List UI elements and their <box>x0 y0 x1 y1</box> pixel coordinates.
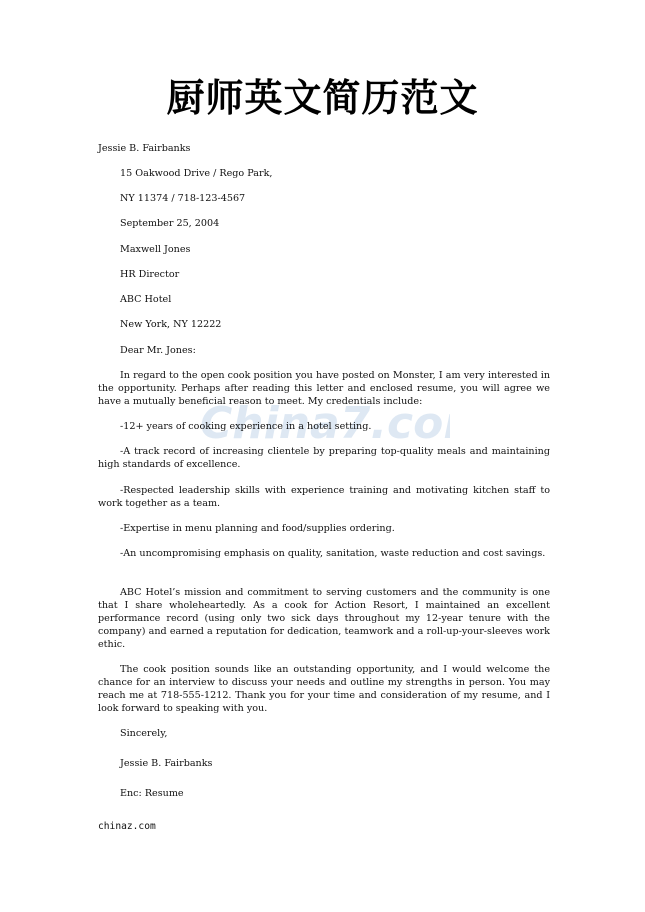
closing-paragraph: The cook position sounds like an outstanding opportunity, and I would welcome the chance for an interview to discuss your needs and outline my strengths in person. You may reach me at 718-555-1212. Thank you for your time and consideration of my resume, and I look forward to speaking with you. <box>98 664 550 714</box>
document-title: 厨师英文简历范文 <box>166 76 479 120</box>
company-location: New York, NY 12222 <box>120 319 222 330</box>
signature-name: Jessie B. Fairbanks <box>120 758 213 769</box>
intro-paragraph: In regard to the open cook position you have posted on Monster, I am very interested in the opportunity. Perhaps after reading this letter and enclosed resume, you will agree we have a mutually beneficial reason to meet. My credentials include: <box>98 370 550 407</box>
credential-item: -An uncompromising emphasis on quality, sanitation, waste reduction and cost savings. <box>120 548 546 559</box>
sender-name: Jessie B. Fairbanks <box>98 143 191 154</box>
letter-date: September 25, 2004 <box>120 218 220 229</box>
footer-source: chinaz.com <box>98 821 156 832</box>
salutation: Dear Mr. Jones: <box>120 345 196 356</box>
recipient-title: HR Director <box>120 269 180 280</box>
mission-paragraph: ABC Hotel’s mission and commitment to serving customers and the community is one that I share wholeheartedly. As a cook for Action Resort, I maintained an excellent performance record (using only two sick days throughout my 12-year tenure with the company) and earned a reputation for dedication, teamwork and a roll-up-your-sleeves work ethic. <box>98 587 550 650</box>
credential-item: -Expertise in menu planning and food/supplies ordering. <box>120 523 395 534</box>
signoff: Sincerely, <box>120 728 168 739</box>
address-line-2: NY 11374 / 718-123-4567 <box>120 193 246 204</box>
watermark-text: China7.co <box>200 398 444 449</box>
credential-item: -Respected leadership skills with experience training and motivating kitchen staff to work together as a team. <box>98 485 550 509</box>
credential-item: -12+ years of cooking experience in a hotel setting. <box>120 421 372 432</box>
recipient-name: Maxwell Jones <box>120 244 191 255</box>
credential-item: -A track record of increasing clientele by preparing top-quality meals and maintaining high standards of excellence. <box>98 446 550 470</box>
company-name: ABC Hotel <box>120 294 172 305</box>
enclosure-note: Enc: Resume <box>120 788 184 799</box>
address-line-1: 15 Oakwood Drive / Rego Park, <box>120 168 273 179</box>
